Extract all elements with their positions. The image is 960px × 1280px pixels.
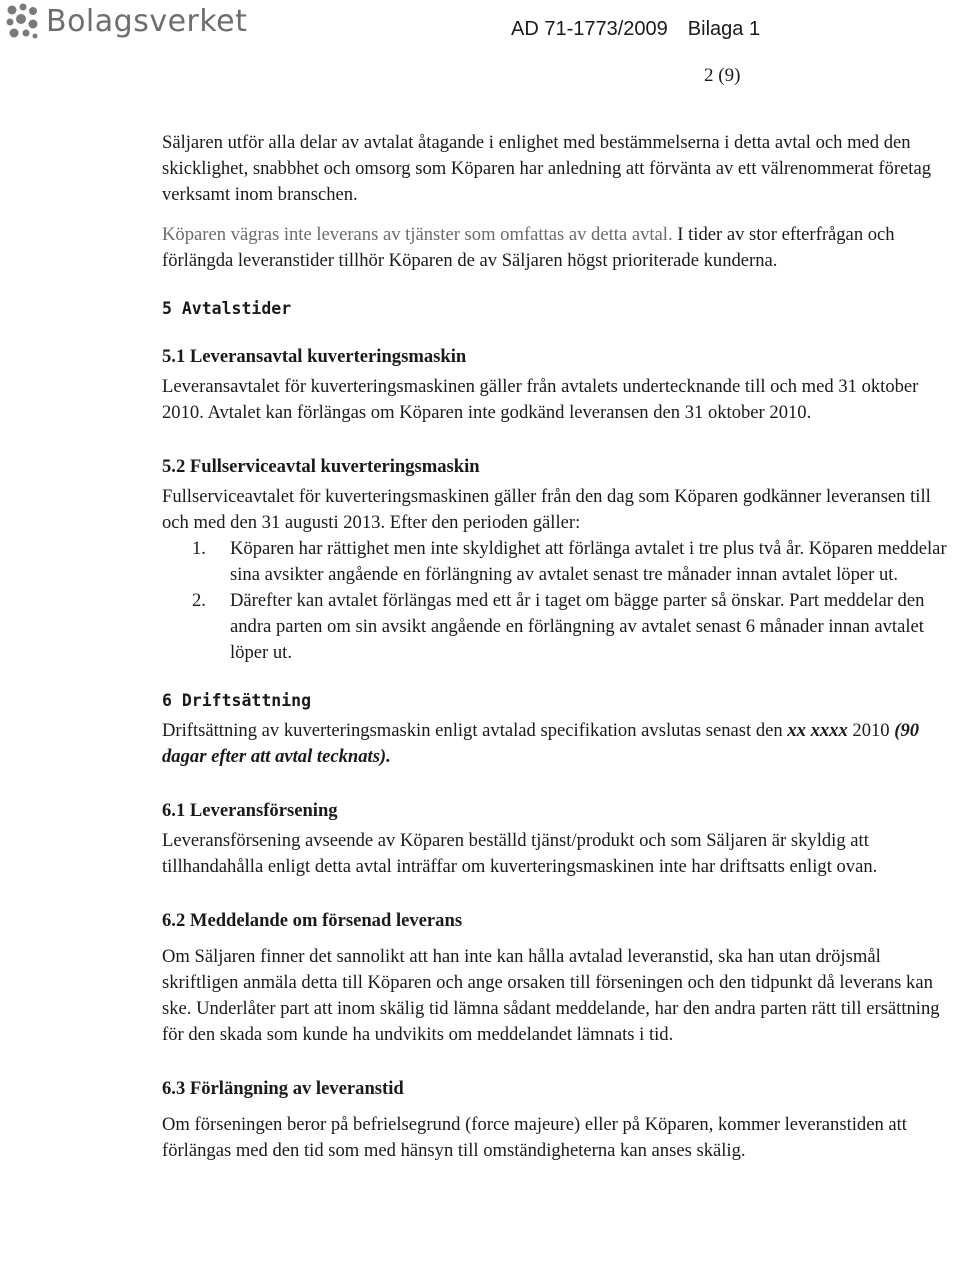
logo-emblem-icon bbox=[4, 2, 40, 42]
page-header bbox=[0, 0, 960, 86]
section-5-1-heading: 5.1 Leveransavtal kuverteringsmaskin bbox=[162, 346, 467, 367]
list-item bbox=[162, 536, 960, 588]
bolagsverket-logo bbox=[4, 2, 247, 42]
section-5-heading: 5 Avtalstider bbox=[162, 299, 292, 318]
section-6-3-text: Om förseningen beror på befrielsegrund (force majeure) eller på Köparen, kommer leveranstiden att förlängas med den tid som med hänsyn till omständigheterna kan anses skälig. bbox=[162, 1114, 907, 1161]
list-item-text: Därefter kan avtalet förlängas med ett år i taget om bägge parter så önskar. Part meddelar den andra parten om sin avsikt angående en förlängning av avtalet senast 6 månader innan avtalet löper ut. bbox=[230, 590, 925, 663]
list-item-number: 2. bbox=[192, 590, 206, 611]
section-6-text-a: Driftsättning av kuverteringsmaskin enligt avtalad specifikation avslutas senast den bbox=[162, 720, 788, 741]
section-6-heading: 6 Driftsättning bbox=[162, 691, 312, 710]
section-6-text bbox=[162, 718, 960, 770]
list-item-text: Köparen har rättighet men inte skyldighet att förlänga avtalet i tre plus två år. Köparen meddelar sina avsikter angående en förlängning av avtalet senast tre månader innan avtalet löper ut. bbox=[230, 538, 947, 585]
document-reference bbox=[511, 18, 760, 41]
section-5-2-list bbox=[162, 536, 960, 666]
section-6-note: (90 dagar efter att avtal tecknats). bbox=[162, 720, 920, 767]
section-5-2-text: Fullserviceavtalet för kuverteringsmaskinen gäller från den dag som Köparen godkänner leveransen till och med den 31 augusti 2013. Efter den perioden gäller: bbox=[162, 486, 931, 533]
section-6-1-heading: 6.1 Leveransförsening bbox=[162, 800, 338, 821]
page-number: 2 (9) bbox=[704, 65, 741, 86]
section-6-1-text: Leveransförsening avseende av Köparen beställd tjänst/produkt och som Säljaren är skyldig att tillhandahålla enligt detta avtal inträffar om kuverteringsmaskinen inte har driftsatts enligt ovan. bbox=[162, 830, 878, 877]
logo-text: Bolagsverket bbox=[46, 4, 248, 39]
section-6-text-c: 2010 bbox=[847, 720, 895, 741]
section-5-2-heading: 5.2 Fullserviceavtal kuverteringsmaskin bbox=[162, 456, 480, 477]
intro-paragraph-2 bbox=[162, 222, 960, 274]
list-item-number: 1. bbox=[192, 538, 206, 559]
document-body bbox=[162, 130, 960, 1164]
list-item bbox=[162, 588, 960, 666]
section-6-2-text: Om Säljaren finner det sannolikt att han inte kan hålla avtalad leveranstid, ska han utan dröjsmål skriftligen anmäla detta till Köparen och ange orsaken till förseningen och den tidpunkt då leverans kan ske. Underlåter part att inom skälig tid lämna sådant meddelande, har den andra parten rätt till ersättning för den skada som kunde ha undvikits om meddelandet lämnats i tid. bbox=[162, 946, 940, 1045]
intro-paragraph-2-rest: I tider av stor efterfrågan och förlängda leveranstider tillhör Köparen de av Säljaren högst prioriterade kunderna. bbox=[162, 224, 895, 271]
doc-number: AD 71-1773/2009 bbox=[511, 18, 668, 40]
section-6-date-placeholder: xx xxxx bbox=[787, 720, 848, 741]
intro-paragraph-2-gray: Köparen vägras inte leverans av tjänster som omfattas av detta avtal. bbox=[162, 224, 673, 245]
intro-paragraph-1: Säljaren utför alla delar av avtalat åtagande i enlighet med bestämmelserna i detta avtal och med den skicklighet, snabbhet och omsorg som Köparen har anledning att förvänta av ett välrenommerat företag verksamt inom branschen. bbox=[162, 132, 931, 205]
section-5-1-text: Leveransavtalet för kuverteringsmaskinen gäller från avtalets undertecknande till och med 31 oktober 2010. Avtalet kan förlängas om Köparen inte godkänd leveransen den 31 oktober 2010. bbox=[162, 376, 919, 423]
section-6-3-heading: 6.3 Förlängning av leveranstid bbox=[162, 1078, 404, 1099]
section-6-2-heading: 6.2 Meddelande om försenad leverans bbox=[162, 910, 463, 931]
attachment-label: Bilaga 1 bbox=[687, 18, 761, 40]
